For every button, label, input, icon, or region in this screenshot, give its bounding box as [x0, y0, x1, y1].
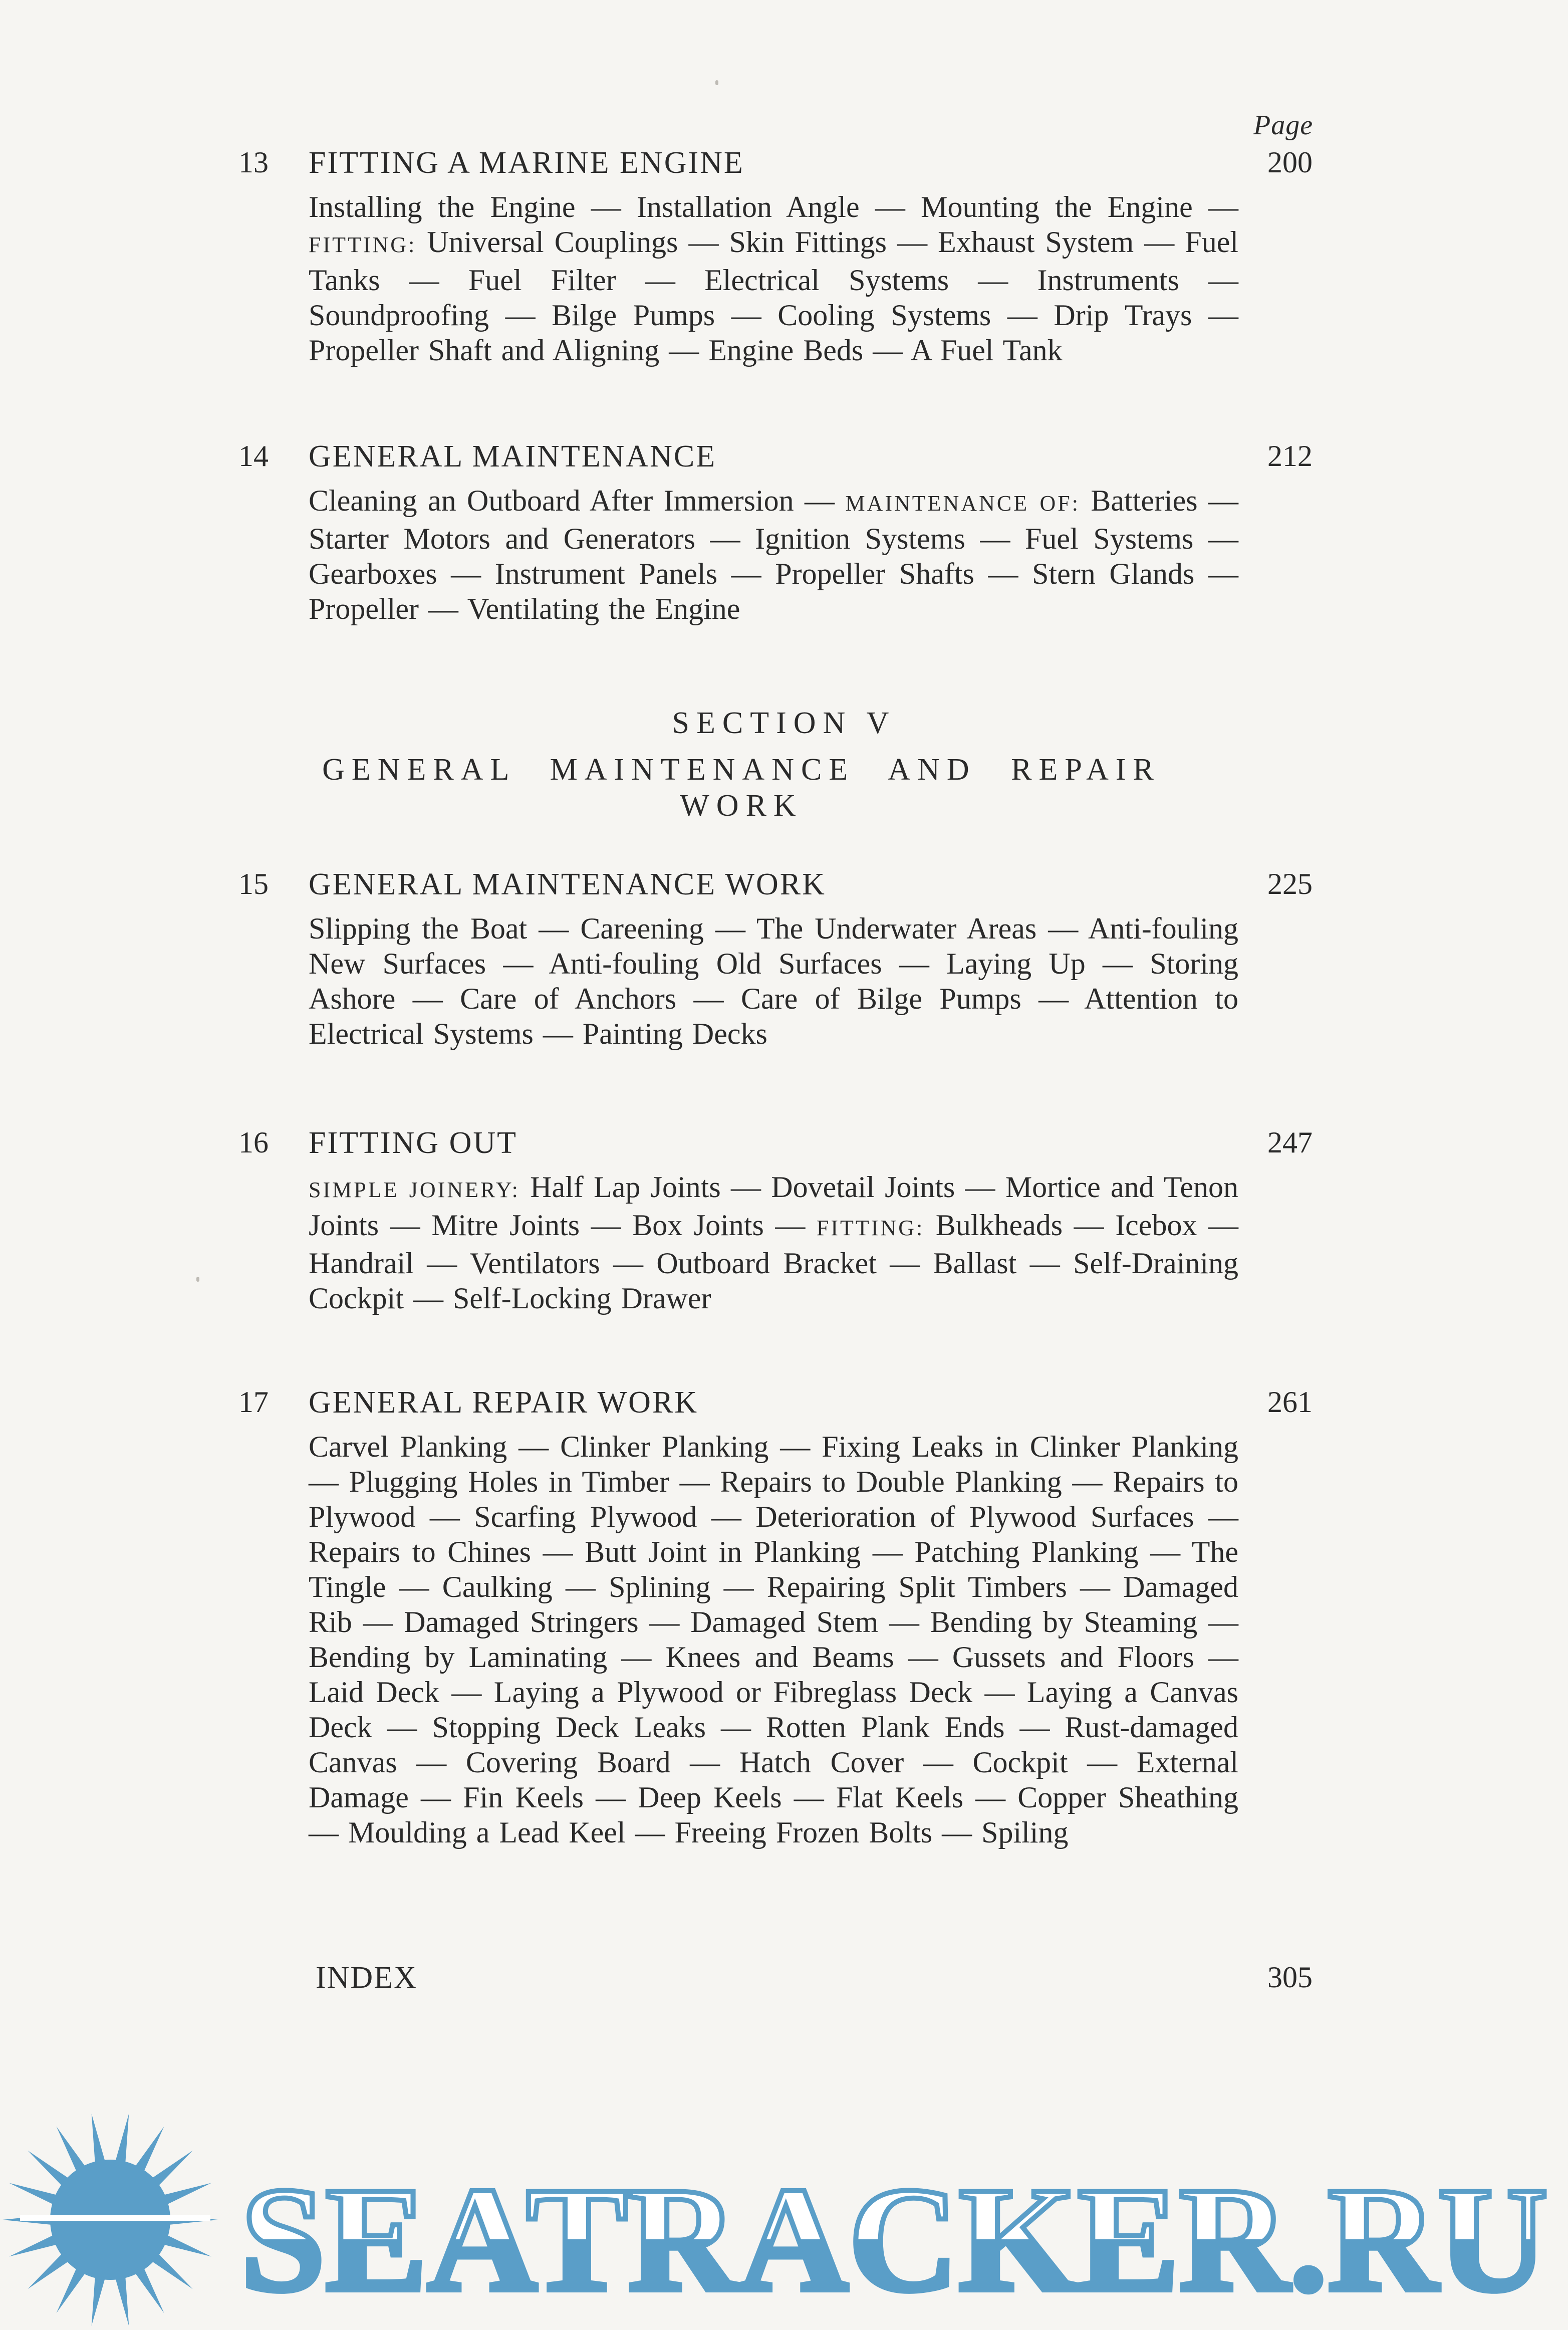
- chapter-contents: [309, 483, 1238, 626]
- contents-text: Bulkheads — Icebox — Handrail — Ventilators — Outboard Bracket — Ballast — Self-Draining Cockpit — Self-Locking Drawer: [309, 1209, 1238, 1315]
- watermark-text: SEATRACKER.RU: [240, 2156, 1548, 2322]
- sun-ray: [162, 2183, 211, 2205]
- chapter-number: 13: [238, 146, 269, 179]
- contents-subheading: MAINTENANCE OF:: [845, 491, 1080, 516]
- contents-subheading: FITTING:: [309, 232, 417, 257]
- contents-text: Universal Couplings — Skin Fittings — Exhaust System — Fuel Tanks — Fuel Filter — Electrical Systems — Instruments — Soundproofing — Bilge Pumps — Cooling Systems — Drip Trays — Propeller Shaft and Aligning — Engine Beds — A Fuel Tank: [309, 225, 1238, 367]
- sun-ray: [162, 2235, 211, 2257]
- sun-ray: [115, 2275, 129, 2326]
- chapter-page: 225: [1267, 867, 1313, 900]
- sun-ray: [134, 2127, 164, 2173]
- chapter-number: 17: [238, 1385, 269, 1419]
- chapter-title: GENERAL REPAIR WORK: [309, 1385, 699, 1420]
- paper-speck: [196, 1277, 199, 1282]
- chapter-contents: Slipping the Boat — Careening — The Underwater Areas — Anti-fouling New Surfaces — Anti-fouling Old Surfaces — Laying Up — Storing Ashore — Care of Anchors — Care of Bilge Pumps — Attention to Electrical Systems — Painting Decks: [309, 912, 1238, 1050]
- sun-ray: [28, 2151, 70, 2187]
- chapter-page: 247: [1267, 1126, 1313, 1159]
- sun-ray: [151, 2253, 193, 2289]
- sun-ray: [9, 2235, 58, 2257]
- paper-speck: [715, 80, 718, 85]
- chapter-page: 212: [1267, 439, 1313, 473]
- contents-text: Installing the Engine — Installation Angle — Mounting the Engine —: [309, 190, 1238, 223]
- sun-ray: [57, 2267, 86, 2313]
- chapter-contents: [309, 189, 1238, 368]
- chapter-contents: [309, 1170, 1238, 1316]
- sun-ray: [115, 2114, 129, 2164]
- sun-ray: [9, 2183, 58, 2205]
- section-label: SECTION V: [672, 706, 896, 740]
- chapter-page: 261: [1267, 1385, 1313, 1419]
- chapter-title: FITTING OUT: [309, 1126, 517, 1160]
- sun-ray: [151, 2151, 193, 2187]
- sun-ray: [134, 2267, 164, 2313]
- chapter-contents: Carvel Planking — Clinker Planking — Fixing Leaks in Clinker Planking — Plugging Holes in Timber — Repairs to Double Planking — Repairs to Plywood — Scarfing Plywood — Deterioration of Plywood Surfaces — Repairs to Chines — Butt Joint in Planking — Patching Planking — The Tingle — Caulking — Splining — Repairing Split Timbers — Damaged Rib — Damaged Stringers — Damaged Stem — Bending by Steaming — Bending by Laminating — Knees and Beams — Gussets and Floors — Laid Deck — Laying a Plywood or Fibreglass Deck — Laying a Canvas Deck — Stopping Deck Leaks — Rotten Plank Ends — Rust-damaged Canvas — Covering Board — Hatch Cover — Cockpit — External Damage — Fin Keels — Deep Keels — Flat Keels — Copper Sheathing — Moulding a Lead Keel — Freeing Frozen Bolts — Spiling: [309, 1430, 1238, 1849]
- contents-text: Batteries — Starter Motors and Generators — Ignition Systems — Fuel Systems — Gearboxes — Instrument Panels — Propeller Shafts — Stern Glands — Propeller — Ventilating the Engine: [309, 484, 1238, 625]
- section-title: GENERAL MAINTENANCE AND REPAIR WORK: [322, 753, 1161, 823]
- sun-ray: [28, 2253, 70, 2289]
- sun-ray: [57, 2127, 86, 2173]
- chapter-title: FITTING A MARINE ENGINE: [309, 146, 744, 180]
- chapter-page: 200: [1267, 146, 1313, 179]
- contents-text: Cleaning an Outboard After Immersion —: [309, 484, 846, 517]
- watermark-logo: [0, 2094, 1568, 2330]
- chapter-number: 14: [238, 439, 269, 473]
- sun-ray: [92, 2275, 106, 2326]
- page-column-label: Page: [1253, 110, 1314, 141]
- index-page: 305: [1267, 1961, 1313, 1994]
- chapter-title: GENERAL MAINTENANCE: [309, 439, 717, 474]
- index-label: INDEX: [316, 1961, 417, 1995]
- contents-subheading: FITTING:: [816, 1216, 925, 1240]
- chapter-number: 15: [238, 867, 269, 900]
- contents-text: Half Lap Joints — Dovetail Joints — Mortice and Tenon Joints — Mitre Joints — Box Joints —: [309, 1171, 1238, 1242]
- sun-ray: [92, 2114, 106, 2164]
- contents-subheading: SIMPLE JOINERY:: [309, 1178, 520, 1202]
- chapter-title: GENERAL MAINTENANCE WORK: [309, 867, 826, 901]
- chapter-number: 16: [238, 1126, 269, 1159]
- sun-icon: [3, 2114, 218, 2325]
